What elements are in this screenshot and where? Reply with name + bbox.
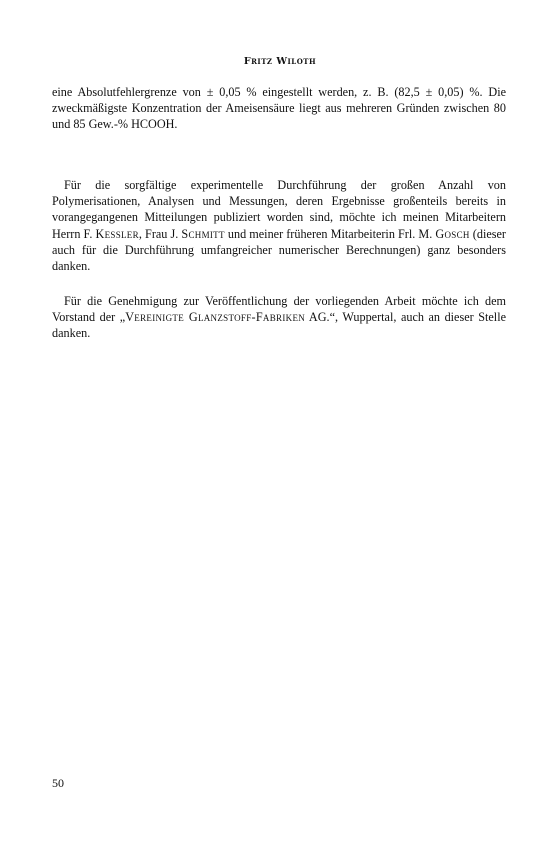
ack-text-4: (dieser auch für die Durchführung umfangreicher numerischer Berechnungen) ganz besonders danken. — [52, 226, 506, 274]
paragraph-permission — [52, 293, 506, 342]
ack-text-1: Für die sorgfältige experimentelle Durchführung der großen Anzahl von Polymerisationen, Analysen und Messungen, deren Ergebnisse großenteils bereits in vorangegangenen Mitteilungen publiziert worden sind, möchte ich meinen Mitarbeitern Herrn F. — [52, 178, 506, 241]
ack-text-2: , Frau J. — [138, 226, 182, 241]
permission-text-2: AG.“, Wuppertal, auch an dieser Stelle danken. — [52, 310, 506, 341]
page-number: 50 — [52, 776, 64, 790]
person-name-gosch: Gosch — [435, 226, 470, 241]
paragraph-acknowledgements — [52, 177, 506, 274]
person-name-kessler: Kessler — [95, 226, 139, 241]
ack-text-3: und meiner früheren Mitarbeiterin Frl. M. — [224, 226, 436, 241]
person-name-schmitt: Schmitt — [181, 226, 225, 241]
running-head: Fritz Wiloth — [243, 56, 317, 67]
company-name: Vereinigte Glanzstoff-Fabriken — [125, 310, 306, 325]
permission-text-1: Für die Genehmigung zur Veröffentlichung der vorliegenden Arbeit möchte ich dem Vorstand der „ — [52, 294, 506, 325]
paragraph-continuation: eine Absolutfehlergrenze von ± 0,05 % eingestellt werden, z. B. (82,5 ± 0,05) %. Die zweckmäßigste Konzentration der Ameisensäure liegt aus mehreren Gründen zwischen 80 und 85 Gew.-% HCOOH. — [52, 85, 506, 132]
